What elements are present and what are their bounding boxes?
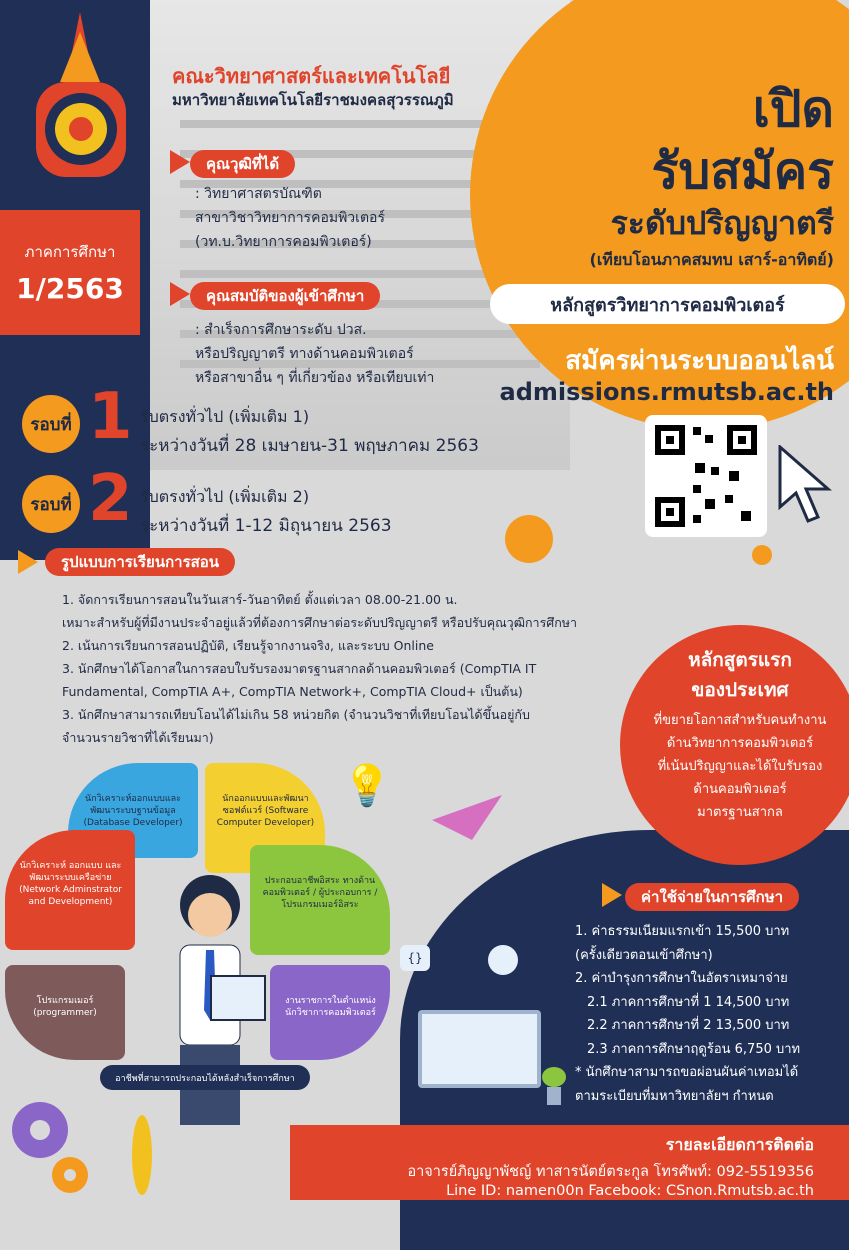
career-programmer: โปรแกรมเมอร์ (programmer) [5, 965, 125, 1060]
computer-monitor-icon [418, 1010, 541, 1088]
headline-transfer: (เทียบโอนภาคสมทบ เสาร์-อาทิตย์) [589, 250, 834, 269]
lightbulb-icon: 💡 [342, 763, 392, 809]
eligibility-title: คุณสมบัติของผู้เข้าศึกษา [190, 282, 380, 310]
paper-plane-icon [432, 795, 502, 844]
program-name: หลักสูตรวิทยาการคอมพิวเตอร์ [490, 284, 845, 324]
apply-online: สมัครผ่านระบบออนไลน์ [565, 346, 834, 376]
contact-social: Line ID: namen00n Facebook: CSnon.Rmutsb.ac.th [446, 1183, 814, 1199]
leaf-icon [112, 1110, 172, 1204]
first-program-badge: หลักสูตรแรก ของประเทศ ที่ขยายโอกาสสำหรับคนทำงาน ด้านวิทยาการคอมพิวเตอร์ ที่เน้นปริญญาและได้ใบรับรอง ด้านคอมพิวเตอร์ มาตรฐานสากล [620, 625, 849, 865]
bullet-arrow-icon [602, 883, 622, 907]
teaching-title: รูปแบบการเรียนการสอน [45, 548, 235, 576]
term-value: 1/2563 [16, 272, 124, 305]
round-2-badge: รอบที่ [22, 475, 80, 533]
fees-title: ค่าใช้จ่ายในการศึกษา [625, 883, 799, 911]
contact-person: อาจารย์ภิญญาพัชญ์ ทาสารนัตย์ตระกูล โทรศัพท์: 092-5519356 [407, 1164, 814, 1180]
round-2-dates: ระหว่างวันที่ 1-12 มิถุนายน 2563 [140, 516, 392, 536]
qr-code-icon[interactable] [645, 415, 767, 537]
bullet-arrow-icon [170, 282, 190, 306]
eligibility-text: : สำเร็จการศึกษาระดับ ปวส. หรือปริญญาตรี ทางด้านคอมพิวเตอร์ หรือสาขาอื่น ๆ ที่เกี่ยวข้อง หรือเทียบเท่า [195, 322, 435, 386]
round-1-badge: รอบที่ [22, 395, 80, 453]
career-government: งานราชการในตำแหน่ง นักวิชาการคอมพิวเตอร์ [270, 965, 390, 1060]
headline-open: เปิด [752, 80, 834, 138]
bullet-arrow-icon [170, 150, 190, 174]
code-icon: {} [400, 945, 430, 971]
contact-title: รายละเอียดการติดต่อ [665, 1135, 814, 1154]
tablet-icon [210, 975, 266, 1021]
round-1-dates: ระหว่างวันที่ 28 เมษายน-31 พฤษภาคม 2563 [140, 436, 479, 456]
university-name: มหาวิทยาลัยเทคโนโลยีราชมงคลสุวรรณภูมิ [172, 91, 454, 109]
qualification-text: : วิทยาศาสตรบัณฑิต สาขาวิชาวิทยาการคอมพิวเตอร์ (วท.บ.วิทยาการคอมพิวเตอร์) [195, 186, 385, 250]
plant-icon [540, 1065, 568, 1105]
term-label: ภาคการศึกษา [24, 243, 116, 261]
university-logo [28, 12, 133, 182]
careers-caption: อาชีพที่สามารถประกอบได้หลังสำเร็จการศึกษา [100, 1065, 310, 1090]
round-1-type: รับตรงทั่วไป (เพิ่มเติม 1) [140, 407, 310, 426]
orange-dot [752, 545, 772, 565]
career-network: นักวิเคราะห์ ออกแบบ และพัฒนาระบบเครือข่าย (Network Adminstrator and Development) [5, 830, 135, 950]
bullet-arrow-icon [18, 550, 38, 574]
orange-dot [505, 515, 553, 563]
fees-list: 1. ค่าธรรมเนียมแรกเข้า 15,500 บาท (ครั้งเดียวตอนเข้าศึกษา) 2. ค่าบำรุงการศึกษาในอัตราเหมาจ่าย 2.1 ภาคการศึกษาที่ 1 14,500 บาท 2.2 ภาคการศึกษาที่ 2 13,500 บาท 2.3 ภาคการศึกษาฤดูร้อน 6,750 บาท * นักศึกษาสามารถขอผ่อนผันค่าเทอมได้ ตามระเบียบที่มหาวิทยาลัยฯ กำหนด [575, 924, 801, 1104]
headline-degree: ระดับปริญญาตรี [610, 204, 834, 242]
qualification-title: คุณวุฒิที่ได้ [190, 150, 295, 178]
teaching-list: 1. จัดการเรียนการสอนในวันเสาร์-วันอาทิตย์ ตั้งแต่เวลา 08.00-21.00 น. เหมาะสำหรับผู้ที่มีงานประจำอยู่แล้วที่ต้องการศึกษาต่อระดับปริญญาตรี หรือปรับคุณวุฒิการศึกษา 2. เน้นการเรียนการสอนปฏิบัติ, เรียนรู้จากงานจริง, และระบบ Online 3. นักศึกษาได้โอกาสในการสอบใบรับรองมาตรฐานสากลด้านคอมพิวเตอร์ (CompTIA IT Fundamental, CompTIA A+, CompTIA Network+, CompTIA Cloud+ เป็นต้น) 3. นักศึกษาสามารถเทียบโอนได้ไม่เกิน 58 หน่วยกิต (จำนวนวิชาที่เทียบโอนได้ขึ้นอยู่กับ จำนวนรายวิชาที่ได้เรียนมา) [62, 592, 578, 745]
round-1-number: 1 [88, 380, 133, 454]
gear-icon [5, 1095, 95, 1199]
career-freelance: ประกอบอาชีพอิสระ ทางด้านคอมพิวเตอร์ / ผู้ประกอบการ / โปรแกรมเมอร์อิสระ [250, 845, 390, 955]
career-software: นักออกแบบและพัฒนาซอฟต์แวร์ (Software Computer Developer) [205, 763, 325, 873]
term-box [0, 210, 140, 335]
faculty-name: คณะวิทยาศาสตร์และเทคโนโลยี [172, 64, 451, 88]
cursor-icon [778, 445, 838, 529]
contact-bar [290, 1125, 849, 1200]
round-2-number: 2 [88, 462, 133, 536]
headline-apply: รับสมัคร [651, 142, 834, 200]
cloud-icon [488, 945, 518, 975]
orange-dot [515, 65, 553, 103]
career-database: นักวิเคราะห์ออกแบบและพัฒนาระบบฐานข้อมูล (Database Developer) [68, 763, 198, 858]
round-2-type: รับตรงทั่วไป (เพิ่มเติม 2) [140, 487, 310, 506]
admission-url[interactable]: admissions.rmutsb.ac.th [499, 378, 834, 406]
